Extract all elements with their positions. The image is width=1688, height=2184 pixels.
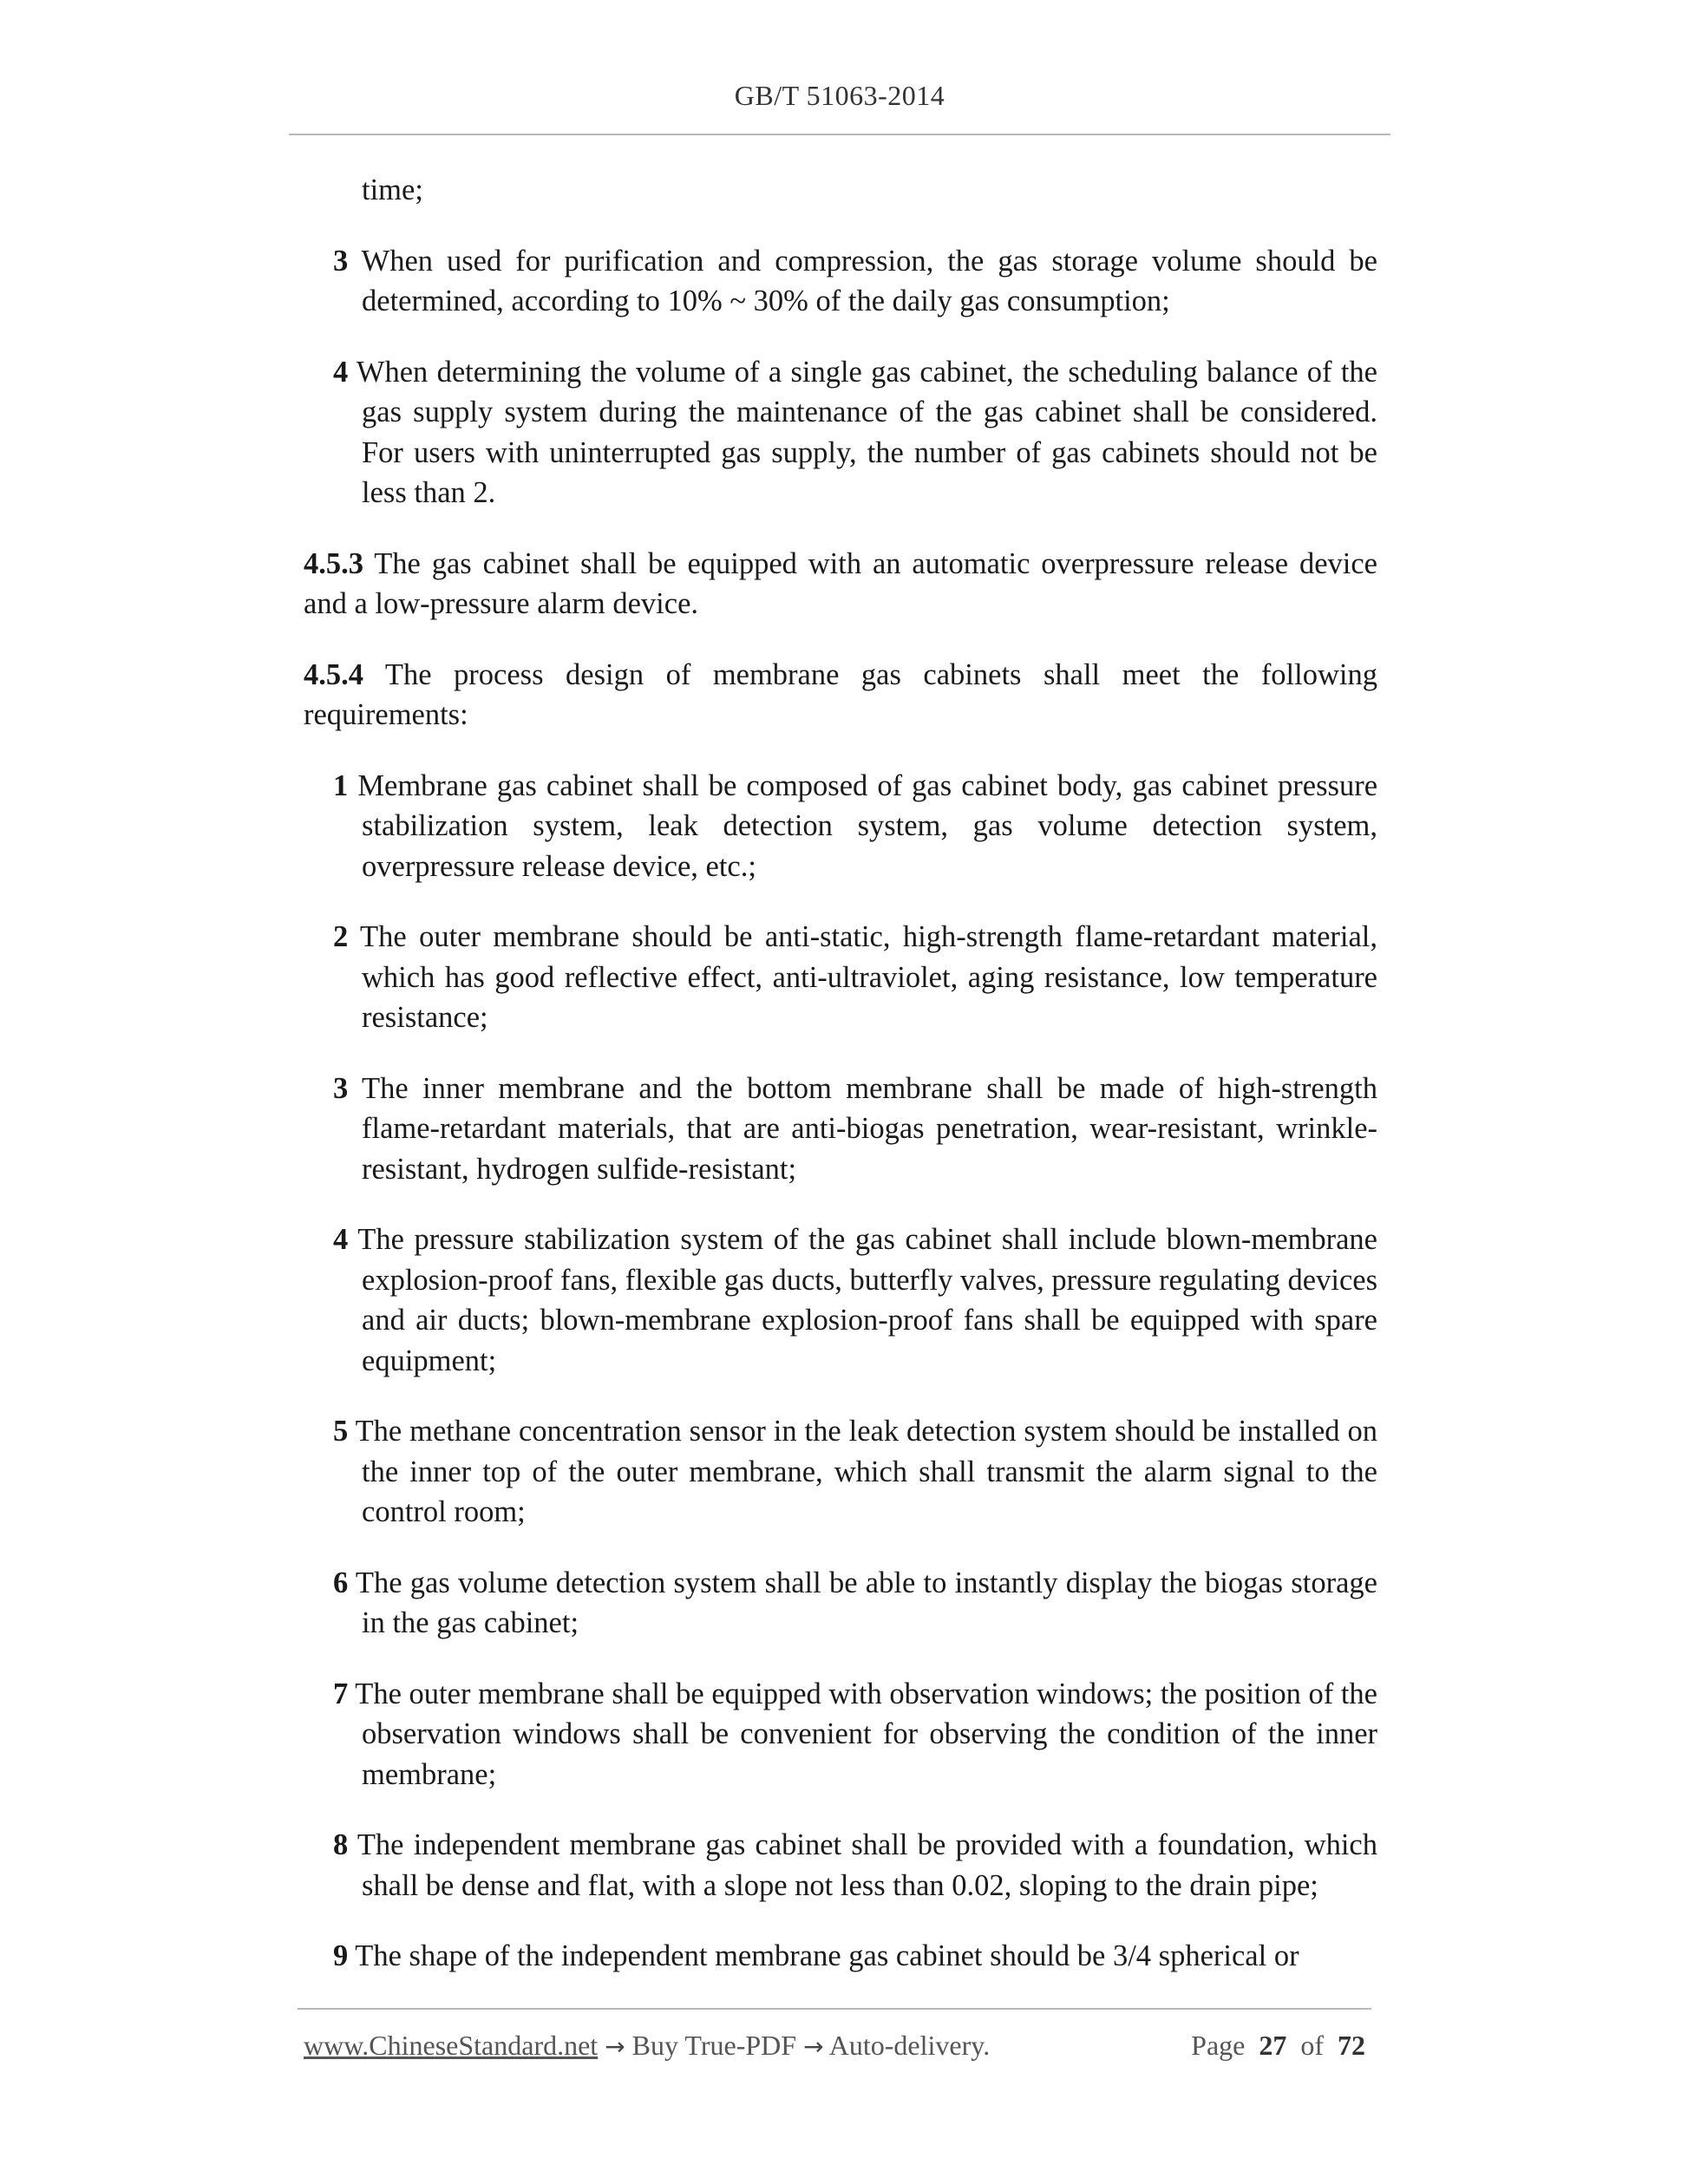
item-text: When used for purification and compression, the gas storage volume should be determined, according to 10% ~ 30% of the daily gas consumption; <box>361 244 1377 317</box>
clause-text: The gas cabinet shall be equipped with an automatic overpressure release device and a low-pressure alarm device. <box>304 546 1377 620</box>
item-number: 5 <box>333 1415 349 1448</box>
item-text: The inner membrane and the bottom membrane shall be made of high-strength flame-retardant materials, that are anti-biogas penetration, wear-resistant, wrinkle-resistant, hydrogen sulfide-resistant; <box>362 1071 1377 1186</box>
clause-number: 4.5.4 <box>304 657 363 691</box>
list-item <box>304 1563 1377 1644</box>
clause-4-5-3 <box>304 544 1377 624</box>
item-text: The shape of the independent membrane gas cabinet should be 3/4 spherical or <box>355 1939 1299 1972</box>
page-indicator <box>1191 2030 1365 2062</box>
list-item <box>304 352 1377 513</box>
item-text: The outer membrane should be anti-static, high-strength flame-retardant material, which has good reflective effect, anti-ultraviolet, aging resistance, low temperature resistance; <box>360 920 1377 1034</box>
list-item <box>304 241 1377 322</box>
clause-text: The process design of membrane gas cabinets shall meet the following requirements: <box>304 657 1377 731</box>
of-label: of <box>1300 2030 1324 2061</box>
item-number: 3 <box>333 244 349 278</box>
item-text: The gas volume detection system shall be able to instantly display the biogas storage in the gas cabinet; <box>355 1566 1377 1639</box>
continuation-text: time; <box>362 173 423 206</box>
header-divider <box>289 134 1390 135</box>
item-text: When determining the volume of a single gas cabinet, the scheduling balance of the gas supply system during the maintenance of the gas cabinet shall be considered. For users with uninterrupted gas supply, the number of gas cabinets should not be less than 2. <box>356 355 1377 509</box>
item-text: The independent membrane gas cabinet shall be provided with a foundation, which shall be dense and flat, with a slope not less than 0.02, sloping to the drain pipe; <box>357 1828 1377 1902</box>
item-text: The methane concentration sensor in the leak detection system should be installed on the inner top of the outer membrane, which shall transmit the alarm signal to the control room; <box>355 1415 1377 1528</box>
item-text: The outer membrane shall be equipped with observation windows; the position of the observation windows shall be convenient for observing the condition of the inner membrane; <box>355 1677 1377 1791</box>
list-item <box>304 1674 1377 1795</box>
item-number: 3 <box>333 1071 349 1105</box>
item-number: 4 <box>333 1223 349 1256</box>
list-item <box>304 1069 1377 1190</box>
item-text: Membrane gas cabinet shall be composed of gas cabinet body, gas cabinet pressure stabilization system, leak detection system, gas volume detection system, overpressure release device, etc.; <box>357 768 1378 883</box>
document-body <box>304 170 1377 1977</box>
page-total: 72 <box>1338 2030 1365 2061</box>
page-number: 27 <box>1259 2030 1287 2061</box>
item-number: 7 <box>333 1677 349 1710</box>
list-item <box>304 766 1377 887</box>
arrow-right-icon: → <box>605 2032 625 2061</box>
list-item <box>304 1411 1377 1533</box>
footer-divider <box>298 2008 1371 2010</box>
clause-number: 4.5.3 <box>304 546 363 580</box>
list-item <box>304 1825 1377 1906</box>
list-item <box>304 1220 1377 1381</box>
list-item <box>304 917 1377 1038</box>
buy-text: Buy True-PDF <box>631 2030 797 2061</box>
clause-4-5-4 <box>304 655 1377 736</box>
arrow-right-icon: → <box>803 2032 824 2061</box>
item-number: 4 <box>333 355 349 389</box>
footer-promo <box>304 2030 990 2062</box>
delivery-text: Auto-delivery. <box>828 2030 991 2061</box>
list-item <box>304 1936 1377 1977</box>
item-number: 1 <box>333 768 349 802</box>
item-number: 2 <box>333 920 349 953</box>
page-header-title: GB/T 51063-2014 <box>734 80 945 111</box>
item-number: 6 <box>333 1566 349 1599</box>
item-number: 9 <box>333 1939 349 1972</box>
item-text: The pressure stabilization system of the gas cabinet shall include blown-membrane explosion-proof fans, flexible gas ducts, butterfly valves, pressure regulating devices and air ducts; blown-membrane explosion-proof fans shall be equipped with spare equipment; <box>357 1223 1377 1377</box>
website-link[interactable]: www.ChineseStandard.net <box>304 2030 599 2061</box>
item-number: 8 <box>333 1828 349 1861</box>
page-label: Page <box>1191 2030 1246 2061</box>
page-footer <box>304 2030 1365 2062</box>
